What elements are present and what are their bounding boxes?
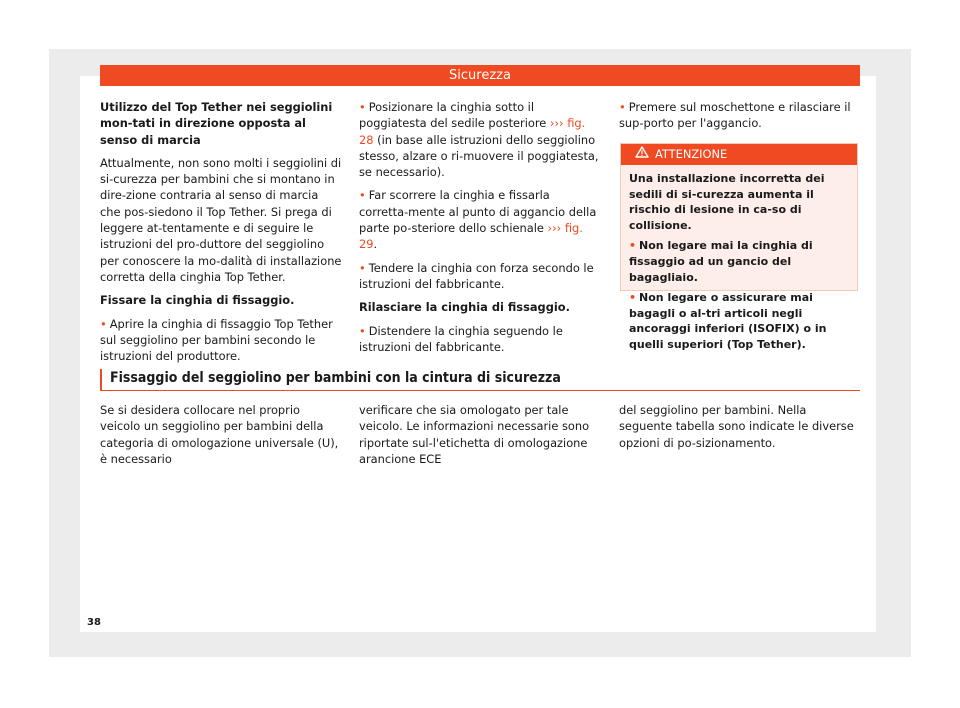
col2-bullet-2: • Far scorrere la cinghia e fissarla corretta-mente al punto di aggancio della parte po-steriore dello schienale ››› fig. 29. <box>359 188 597 252</box>
bullet-icon: • <box>629 239 637 253</box>
section-title: Fissaggio del seggiolino per bambini con la cintura di sicurezza <box>100 369 860 391</box>
warning-text: Una installazione incorretta dei sedili di si-curezza aumenta il rischio di lesione in ca-so di collisione. <box>629 172 825 232</box>
warning-triangle-icon <box>635 144 649 165</box>
col1-bullet-1: • Aprire la cinghia di fissaggio Top Tether sul seggiolino per bambini secondo le istruzioni del produttore. <box>100 316 333 364</box>
bullet-icon: • <box>359 260 366 275</box>
warning-bullet-1: • Non legare mai la cinghia di fissaggio ad un gancio del bagagliaio. <box>629 239 813 284</box>
col1-intro: Attualmente, non sono molti i seggiolini di si-curezza per bambini che si montano in dire-zione contraria al senso di marcia che pos-siedono il Top Tether. Si prega di leggere at-tentamente e di seguire le istruzioni del pro-duttore del seggiolino per conoscere la mo-dalità di installazione corretta della cinghia Top Tether. <box>100 155 342 284</box>
bullet-icon: • <box>359 323 366 338</box>
column-3 <box>619 99 861 139</box>
column-2 <box>359 99 601 362</box>
col1-heading: Utilizzo del Top Tether nei seggiolini mon-tati in direzione opposta al senso di marcia <box>100 100 333 147</box>
warning-body <box>621 165 857 353</box>
bullet-icon: • <box>619 100 626 114</box>
section-column-3 <box>619 402 861 458</box>
col2-bullet-3: • Tendere la cinghia con forza secondo le istruzioni del fabbricante. <box>359 260 594 291</box>
section-paragraph-2: verificare che sia omologato per tale veicolo. Le informazioni necessarie sono riportate sul-l'etichetta di omologazione arancione ECE <box>359 403 590 466</box>
figure-reference-link[interactable]: ››› fig. 29 <box>359 221 583 252</box>
col3-bullet-1: • Premere sul moschettone e rilasciare il sup-porto per l'aggancio. <box>619 100 851 131</box>
col1-subheading: Fissare la cinghia di fissaggio. <box>100 293 295 308</box>
page-number: 38 <box>87 617 101 628</box>
bullet-icon: • <box>100 316 107 331</box>
col2-bullet-4: • Distendere la cinghia seguendo le istruzioni del fabbricante. <box>359 323 563 354</box>
section-paragraph-1: Se si desidera collocare nel proprio veicolo un seggiolino per bambini della categoria di omologazione universale (U), è necessario <box>100 403 339 466</box>
bullet-icon: • <box>629 291 637 305</box>
warning-title: ATTENZIONE <box>655 147 728 161</box>
section-column-1 <box>100 402 342 474</box>
section-paragraph-3: del seggiolino per bambini. Nella seguente tabella sono indicate le diverse opzioni di po-sizionamento. <box>619 403 854 450</box>
col2-subheading: Rilasciare la cinghia di fissaggio. <box>359 300 570 315</box>
section-column-2 <box>359 402 601 474</box>
bullet-icon: • <box>359 100 366 114</box>
warning-header <box>621 144 857 165</box>
col2-bullet-1: • Posizionare la cinghia sotto il poggiatesta del sedile posteriore ››› fig. 28 (in base alle istruzioni dello seggiolino stesso, alzare o ri-muovere il poggiatesta, se necessario). <box>359 100 599 180</box>
section-header: Sicurezza <box>100 65 860 86</box>
warning-box <box>620 143 858 351</box>
column-1 <box>100 99 342 371</box>
bullet-icon: • <box>359 188 366 203</box>
warning-bullet-2: • Non legare o assicurare mai bagagli o al-tri articoli negli ancoraggi inferiori (ISOFIX) o in quelli superiori (Top Tether). <box>629 291 827 351</box>
figure-reference-link[interactable]: ››› fig. 28 <box>359 116 586 147</box>
